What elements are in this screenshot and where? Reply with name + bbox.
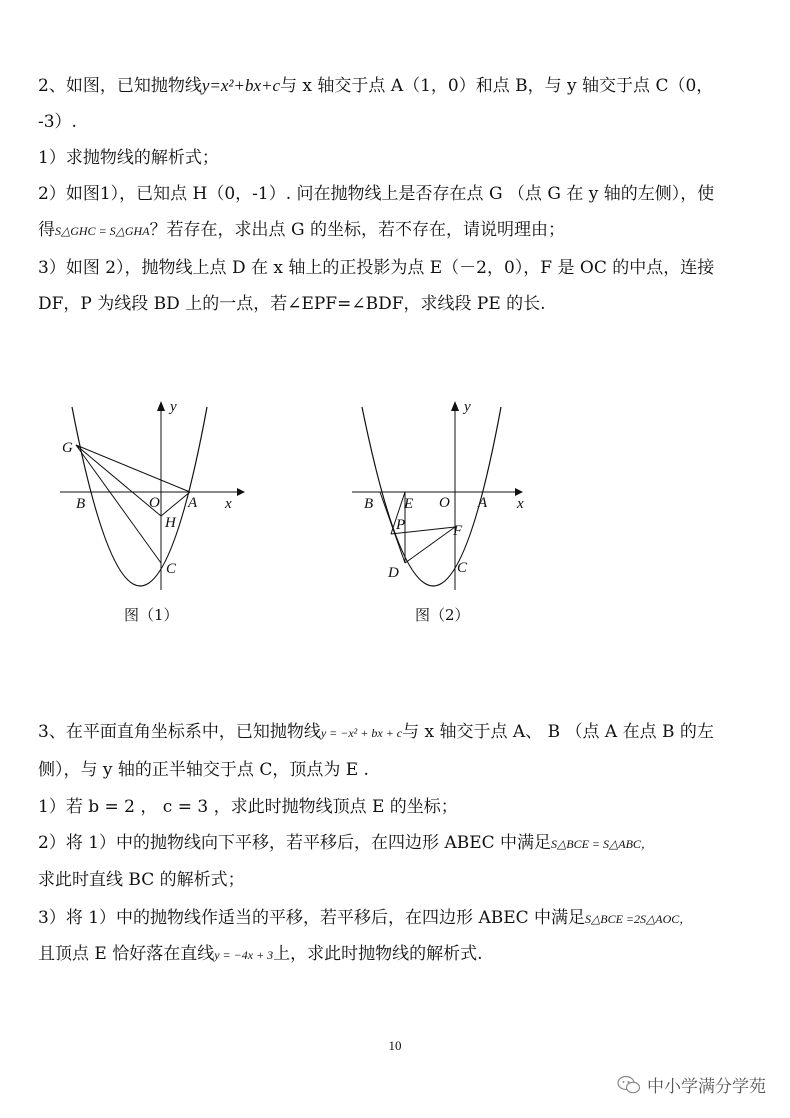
p2-intro-cont: 与 x 轴交于点 A（1，0）和点 B，与 y 轴交于点 C（0， [280,76,714,96]
fig2-label-d: D [388,565,399,581]
p3-question-3 [38,906,758,931]
fig1-caption: 图（1） [124,606,179,624]
p2-area-equation: S△GHC = S△GHA [55,224,150,238]
fig1-label-b: B [76,496,86,512]
fig1-parabola [72,407,207,586]
p3-question-2 [38,831,758,856]
p3-q3-text2: 且顶点 E 恰好落在直线 [38,944,215,964]
p3-line-equation: y = −4x + 3 [214,948,274,962]
fig2-label-y: y [464,399,471,415]
p3-q3-text: 3）将 1）中的抛物线作适当的平移，若平移后，在四边形 ABEC 中满足 [38,908,586,928]
fig2-caption: 图（2） [415,606,470,624]
figure-2 [347,395,547,635]
p2-intro: 2、如图，已知抛物线 [38,76,202,96]
p2-line-2: -3）. [38,112,77,132]
p2-q2-word: 得 [38,220,55,240]
p2-equation: y=x²+bx+c [201,76,281,95]
p2-question-2-cont [38,218,758,243]
fig2-label-c: C [457,560,468,576]
fig2-y-arrow [451,401,459,411]
p3-question-2-cont: 求此时直线 BC 的解析式； [38,870,245,890]
p3-equation: y = −x² + bx + c [320,726,403,740]
fig1-label-o: O [149,495,160,511]
fig1-x-arrow [237,488,245,496]
p3-q3-end: 上，求此时抛物线的解析式. [273,944,483,964]
fig2-label-b: B [364,496,374,512]
p3-question-1: 1）若 b = 2 ， c = 3 ，求此时抛物线顶点 E 的坐标； [38,797,458,817]
fig1-label-g: G [62,440,73,456]
figure-1 [55,395,255,635]
p2-question-3: 3）如图 2），抛物线上点 D 在 x 轴上的正投影为点 E（－2，0），F 是 OC 的中点，连接 [38,258,715,278]
p3-intro-cont: 与 x 轴交于点 A、 B （点 A 在点 B 的左 [402,722,714,742]
fig1-label-x: x [225,496,232,512]
fig1-label-y: y [170,399,177,415]
p2-question-1: 1）求抛物线的解析式； [38,148,219,168]
p3-q2-equation: S△BCE = S△ABC， [551,837,653,851]
watermark-text: 中小学满分学苑 [647,1077,766,1097]
fig1-label-h: H [165,515,176,531]
fig2-label-p: P [396,517,406,533]
p3-line-1 [38,720,758,745]
p3-q2-text: 2）将 1）中的抛物线向下平移，若平移后，在四边形 ABEC 中满足 [38,833,552,853]
fig1-y-arrow [157,401,165,411]
p2-q2-rest: ？若存在，求出点 G 的坐标，若不存在，请说明理由； [149,220,565,240]
p2-question-3-cont: DF，P 为线段 BD 上的一点，若∠EPF=∠BDF，求线段 PE 的长. [38,294,546,314]
p3-question-3-cont [38,942,758,967]
p3-intro: 3、在平面直角坐标系中，已知抛物线 [38,722,321,742]
p2-question-2: 2）如图1），已知点 H（0，-1）. 问在抛物线上是否存在点 G （点 G 在 y 轴的左侧），使 [38,184,715,204]
fig2-label-e: E [404,496,414,512]
page-number: 10 [388,1038,402,1053]
fig2-label-o: O [439,495,450,511]
p3-q3-equation: S△BCE =2S△AOC， [585,912,692,926]
fig1-label-a: A [188,495,198,511]
p2-line-1 [38,74,758,98]
fig1-label-c: C [166,561,177,577]
fig2-label-f: F [453,523,463,539]
fig2-label-a: A [478,495,488,511]
watermark [617,1072,766,1097]
fig2-label-x: x [517,496,524,512]
fig2-x-arrow [515,488,523,496]
fig2-segment-df [405,527,455,563]
p3-line-2: 侧），与 y 轴的正半轴交于点 C，顶点为 E . [38,760,369,780]
wechat-icon [617,1075,641,1095]
